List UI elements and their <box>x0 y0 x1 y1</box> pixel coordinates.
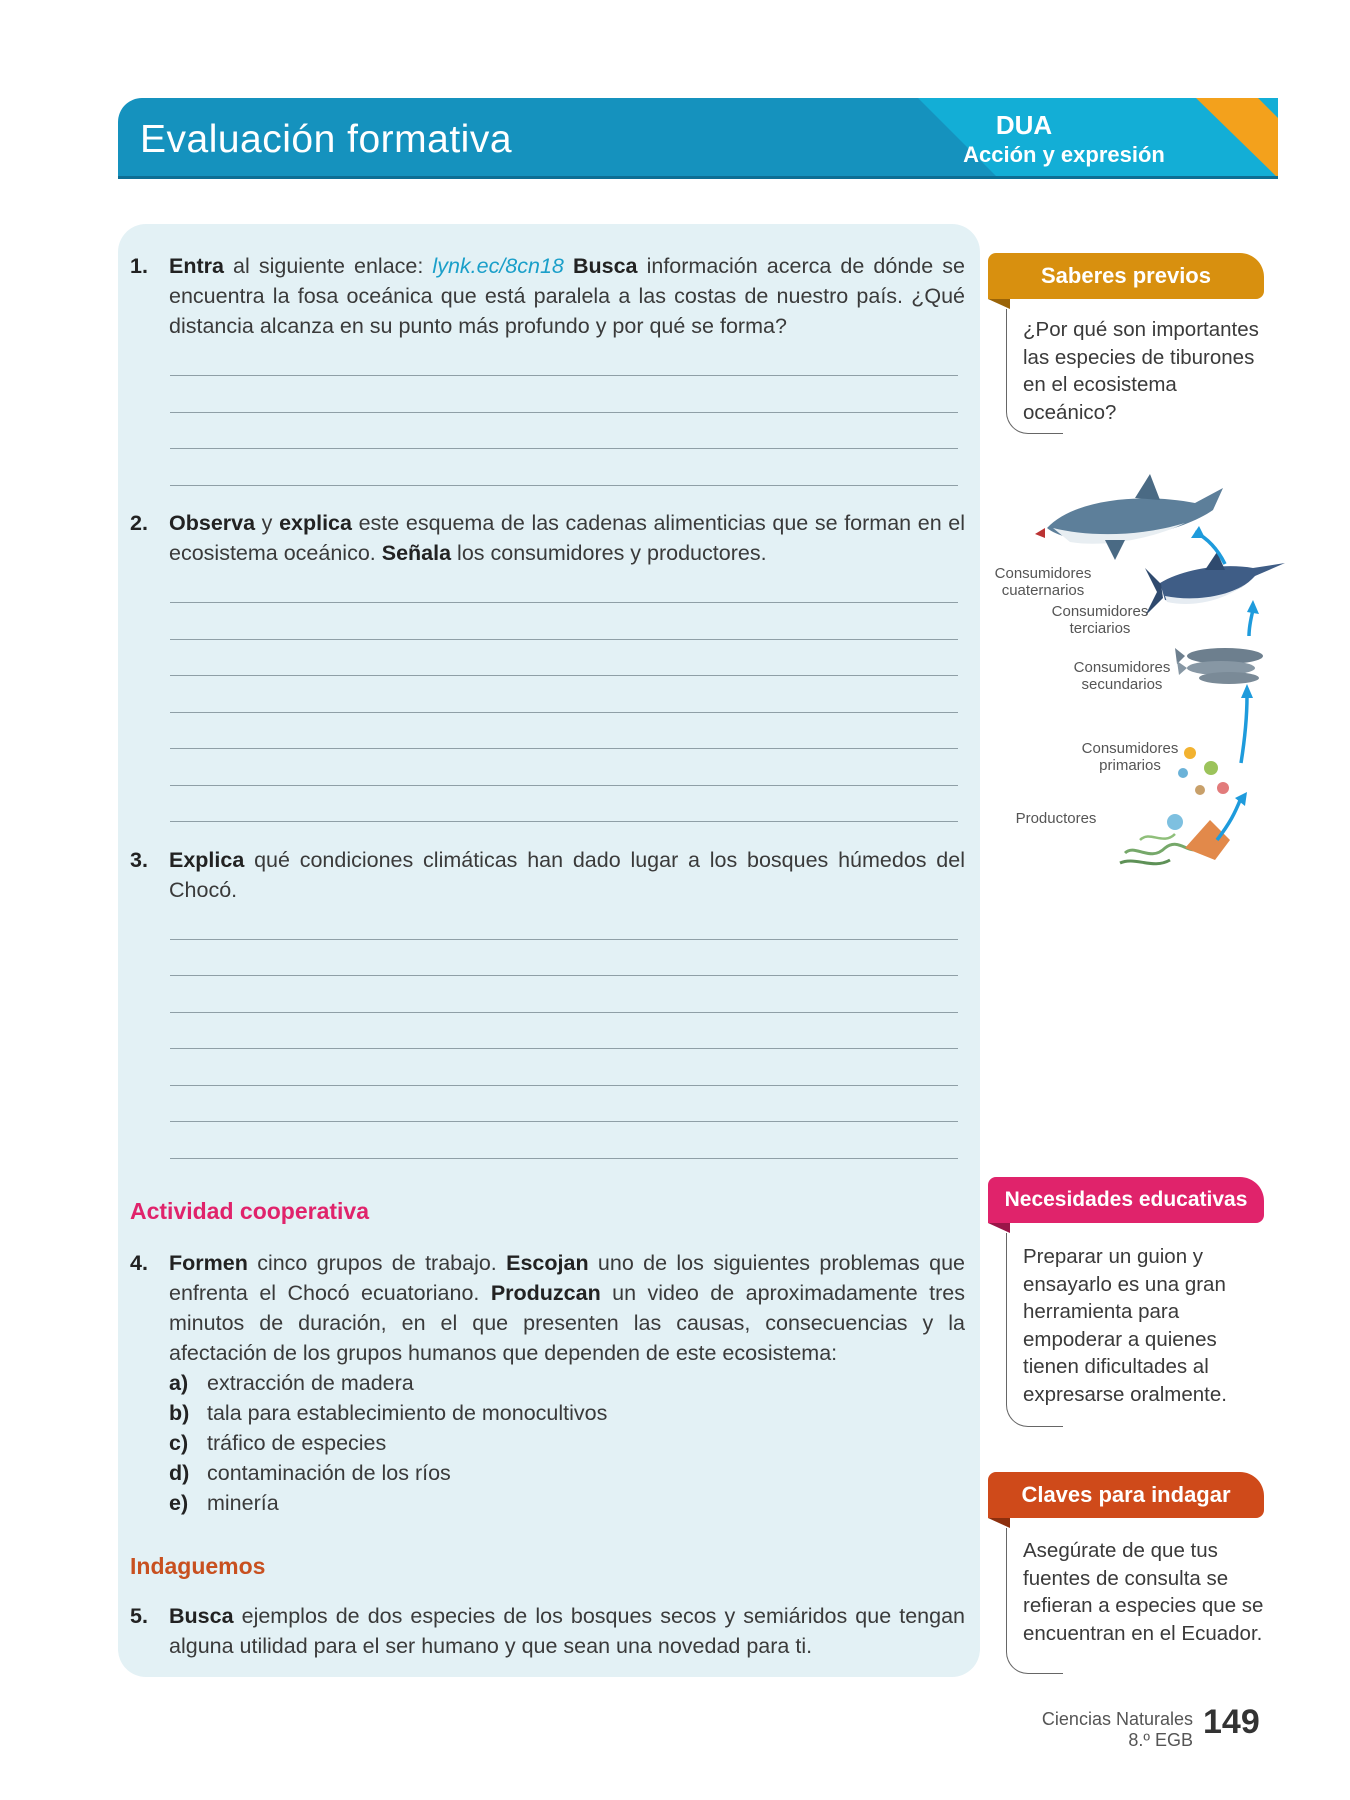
resource-link[interactable]: lynk.ec/8cn18 <box>432 254 564 278</box>
spacer-text <box>564 254 573 278</box>
box-bracket <box>1006 1528 1063 1674</box>
section-title-cooperativa: Actividad cooperativa <box>130 1198 370 1224</box>
chain-label-line: Productores <box>1015 810 1097 827</box>
claves-para-indagar-text: Asegúrate de que tus fuentes de consulta se refieran a especies que se encuentran en el Ecuador. <box>1023 1539 1264 1645</box>
answer-line[interactable] <box>170 1012 958 1013</box>
option-list <box>169 1368 607 1518</box>
dua-subtitle: Acción y expresión <box>963 142 1165 167</box>
list-item <box>169 1488 607 1518</box>
chain-label-line: terciarios <box>1069 620 1131 637</box>
option-letter: b) <box>169 1401 190 1425</box>
option-letter: c) <box>169 1431 189 1455</box>
list-item <box>169 1458 607 1488</box>
dua-label: DUA <box>995 110 1053 140</box>
chain-label-productores <box>1006 810 1106 827</box>
question-number: 5. <box>130 1604 148 1628</box>
question-verb: Busca <box>169 1604 234 1628</box>
question-text: ejemplos de dos especies de los bosques secos y semiáridos que tengan alguna utilidad para el ser humano y que sean una novedad para ti. <box>169 1604 965 1658</box>
option-letter: a) <box>169 1371 189 1395</box>
question-text: cinco grupos de trabajo. <box>247 1251 507 1275</box>
question-verb: Explica <box>169 848 245 872</box>
chain-label-line: secundarios <box>1081 676 1163 693</box>
swordfish-icon <box>1145 552 1285 616</box>
option-text: tráfico de especies <box>207 1431 387 1455</box>
chain-label-primarios <box>1075 740 1185 774</box>
question-text: y <box>255 511 280 535</box>
tab-fold <box>988 299 1010 309</box>
shark-icon <box>1035 474 1223 560</box>
answer-line[interactable] <box>170 748 958 749</box>
question-verb: Entra <box>169 254 224 278</box>
question-number: 2. <box>130 511 148 535</box>
option-text: extracción de madera <box>207 1371 414 1395</box>
question-text: este esquema de las cadenas alimenticias que se forman en el ecosistema oceánico. <box>169 511 966 565</box>
list-item <box>169 1368 607 1398</box>
answer-line[interactable] <box>170 1158 958 1159</box>
question-3 <box>130 845 965 905</box>
header-banner <box>118 98 1278 178</box>
list-item <box>169 1428 607 1458</box>
question-text: uno de los siguientes problemas que enfrenta el Chocó ecuatoriano. <box>169 1251 965 1305</box>
answer-line[interactable] <box>170 412 958 413</box>
answer-line[interactable] <box>170 448 958 449</box>
section-title-indaguemos: Indaguemos <box>130 1553 266 1579</box>
box-bracket <box>1006 1233 1063 1427</box>
saberes-previos-text: ¿Por qué son importantes las especies de tiburones en el ecosistema oceánico? <box>1023 318 1259 424</box>
answer-line[interactable] <box>170 375 958 376</box>
tab-fold <box>988 1518 1010 1528</box>
footer-subject: Ciencias Naturales <box>1041 1709 1193 1729</box>
question-5 <box>130 1601 965 1661</box>
question-text: los consumidores y productores. <box>451 541 767 565</box>
question-verb: Señala <box>381 541 452 565</box>
chain-label-terciarios <box>1045 603 1155 637</box>
chain-label-line: Consumidores <box>1081 740 1179 757</box>
answer-line[interactable] <box>170 975 958 976</box>
answer-line[interactable] <box>170 821 958 822</box>
chain-label-line: Consumidores <box>994 565 1092 582</box>
option-letter: e) <box>169 1491 189 1515</box>
question-number: 1. <box>130 254 148 278</box>
question-verb: Observa <box>169 511 256 535</box>
claves-para-indagar-tab: Claves para indagar <box>988 1472 1264 1518</box>
answer-line[interactable] <box>170 485 958 486</box>
chain-label-line: Consumidores <box>1051 603 1149 620</box>
saberes-previos-tab: Saberes previos <box>988 253 1264 299</box>
list-item <box>169 1398 607 1428</box>
answer-line[interactable] <box>170 1085 958 1086</box>
question-verb: Formen <box>169 1251 248 1275</box>
option-text: tala para establecimiento de monocultivos <box>207 1401 608 1425</box>
question-number: 4. <box>130 1251 148 1275</box>
necesidades-educativas-tab: Necesidades educativas <box>988 1177 1264 1223</box>
chain-label-line: cuaternarios <box>1001 582 1085 599</box>
question-4 <box>130 1248 965 1368</box>
question-verb: explica <box>279 511 352 535</box>
chain-label-line: Consumidores <box>1073 659 1171 676</box>
answer-line[interactable] <box>170 1048 958 1049</box>
zooplankton-icon <box>1178 747 1229 795</box>
chain-label-secundarios <box>1067 659 1177 693</box>
question-text: información acerca de dónde se encuentra la fosa oceánica que está paralela a las costas de nuestro país. ¿Qué distancia alcanza en su punto más profundo y por qué se forma? <box>169 254 965 338</box>
question-text: un video de aproximadamente tres minutos de duración, en el que presenten las causas, consecuencias y la afectación de los grupos humanos que dependen de este ecosistema: <box>169 1281 965 1365</box>
question-verb: Busca <box>572 254 638 278</box>
tab-fold <box>988 1223 1010 1233</box>
header-underline <box>118 176 1278 179</box>
chain-label-cuaternarios <box>988 565 1098 599</box>
answer-line[interactable] <box>170 939 958 940</box>
question-text: al siguiente enlace: <box>223 254 433 278</box>
answer-line[interactable] <box>170 639 958 640</box>
question-verb: Produzcan <box>490 1281 601 1305</box>
option-text: minería <box>207 1491 279 1515</box>
necesidades-educativas-text: Preparar un guion y ensayarlo es una gran herramienta para empoderar a quienes tienen dificultades al expresarse oralmente. <box>1023 1245 1227 1406</box>
footer-grade: 8.º EGB <box>1128 1730 1193 1750</box>
answer-line[interactable] <box>170 675 958 676</box>
question-text: qué condiciones climáticas han dado lugar a los bosques húmedos del Chocó. <box>169 848 965 902</box>
question-2 <box>130 508 965 568</box>
question-number: 3. <box>130 848 148 872</box>
question-1 <box>130 251 965 341</box>
question-verb: Escojan <box>506 1251 589 1275</box>
answer-line[interactable] <box>170 602 958 603</box>
phytoplankton-icon <box>1120 814 1230 864</box>
answer-line[interactable] <box>170 785 958 786</box>
page-number: 149 <box>1203 1703 1260 1741</box>
answer-line[interactable] <box>170 1121 958 1122</box>
answer-line[interactable] <box>170 712 958 713</box>
fish-school-icon <box>1175 648 1263 684</box>
box-bracket <box>1006 309 1063 434</box>
chain-label-line: primarios <box>1099 757 1161 774</box>
option-letter: d) <box>169 1461 190 1485</box>
page-title: Evaluación formativa <box>140 118 513 161</box>
option-text: contaminación de los ríos <box>207 1461 451 1485</box>
